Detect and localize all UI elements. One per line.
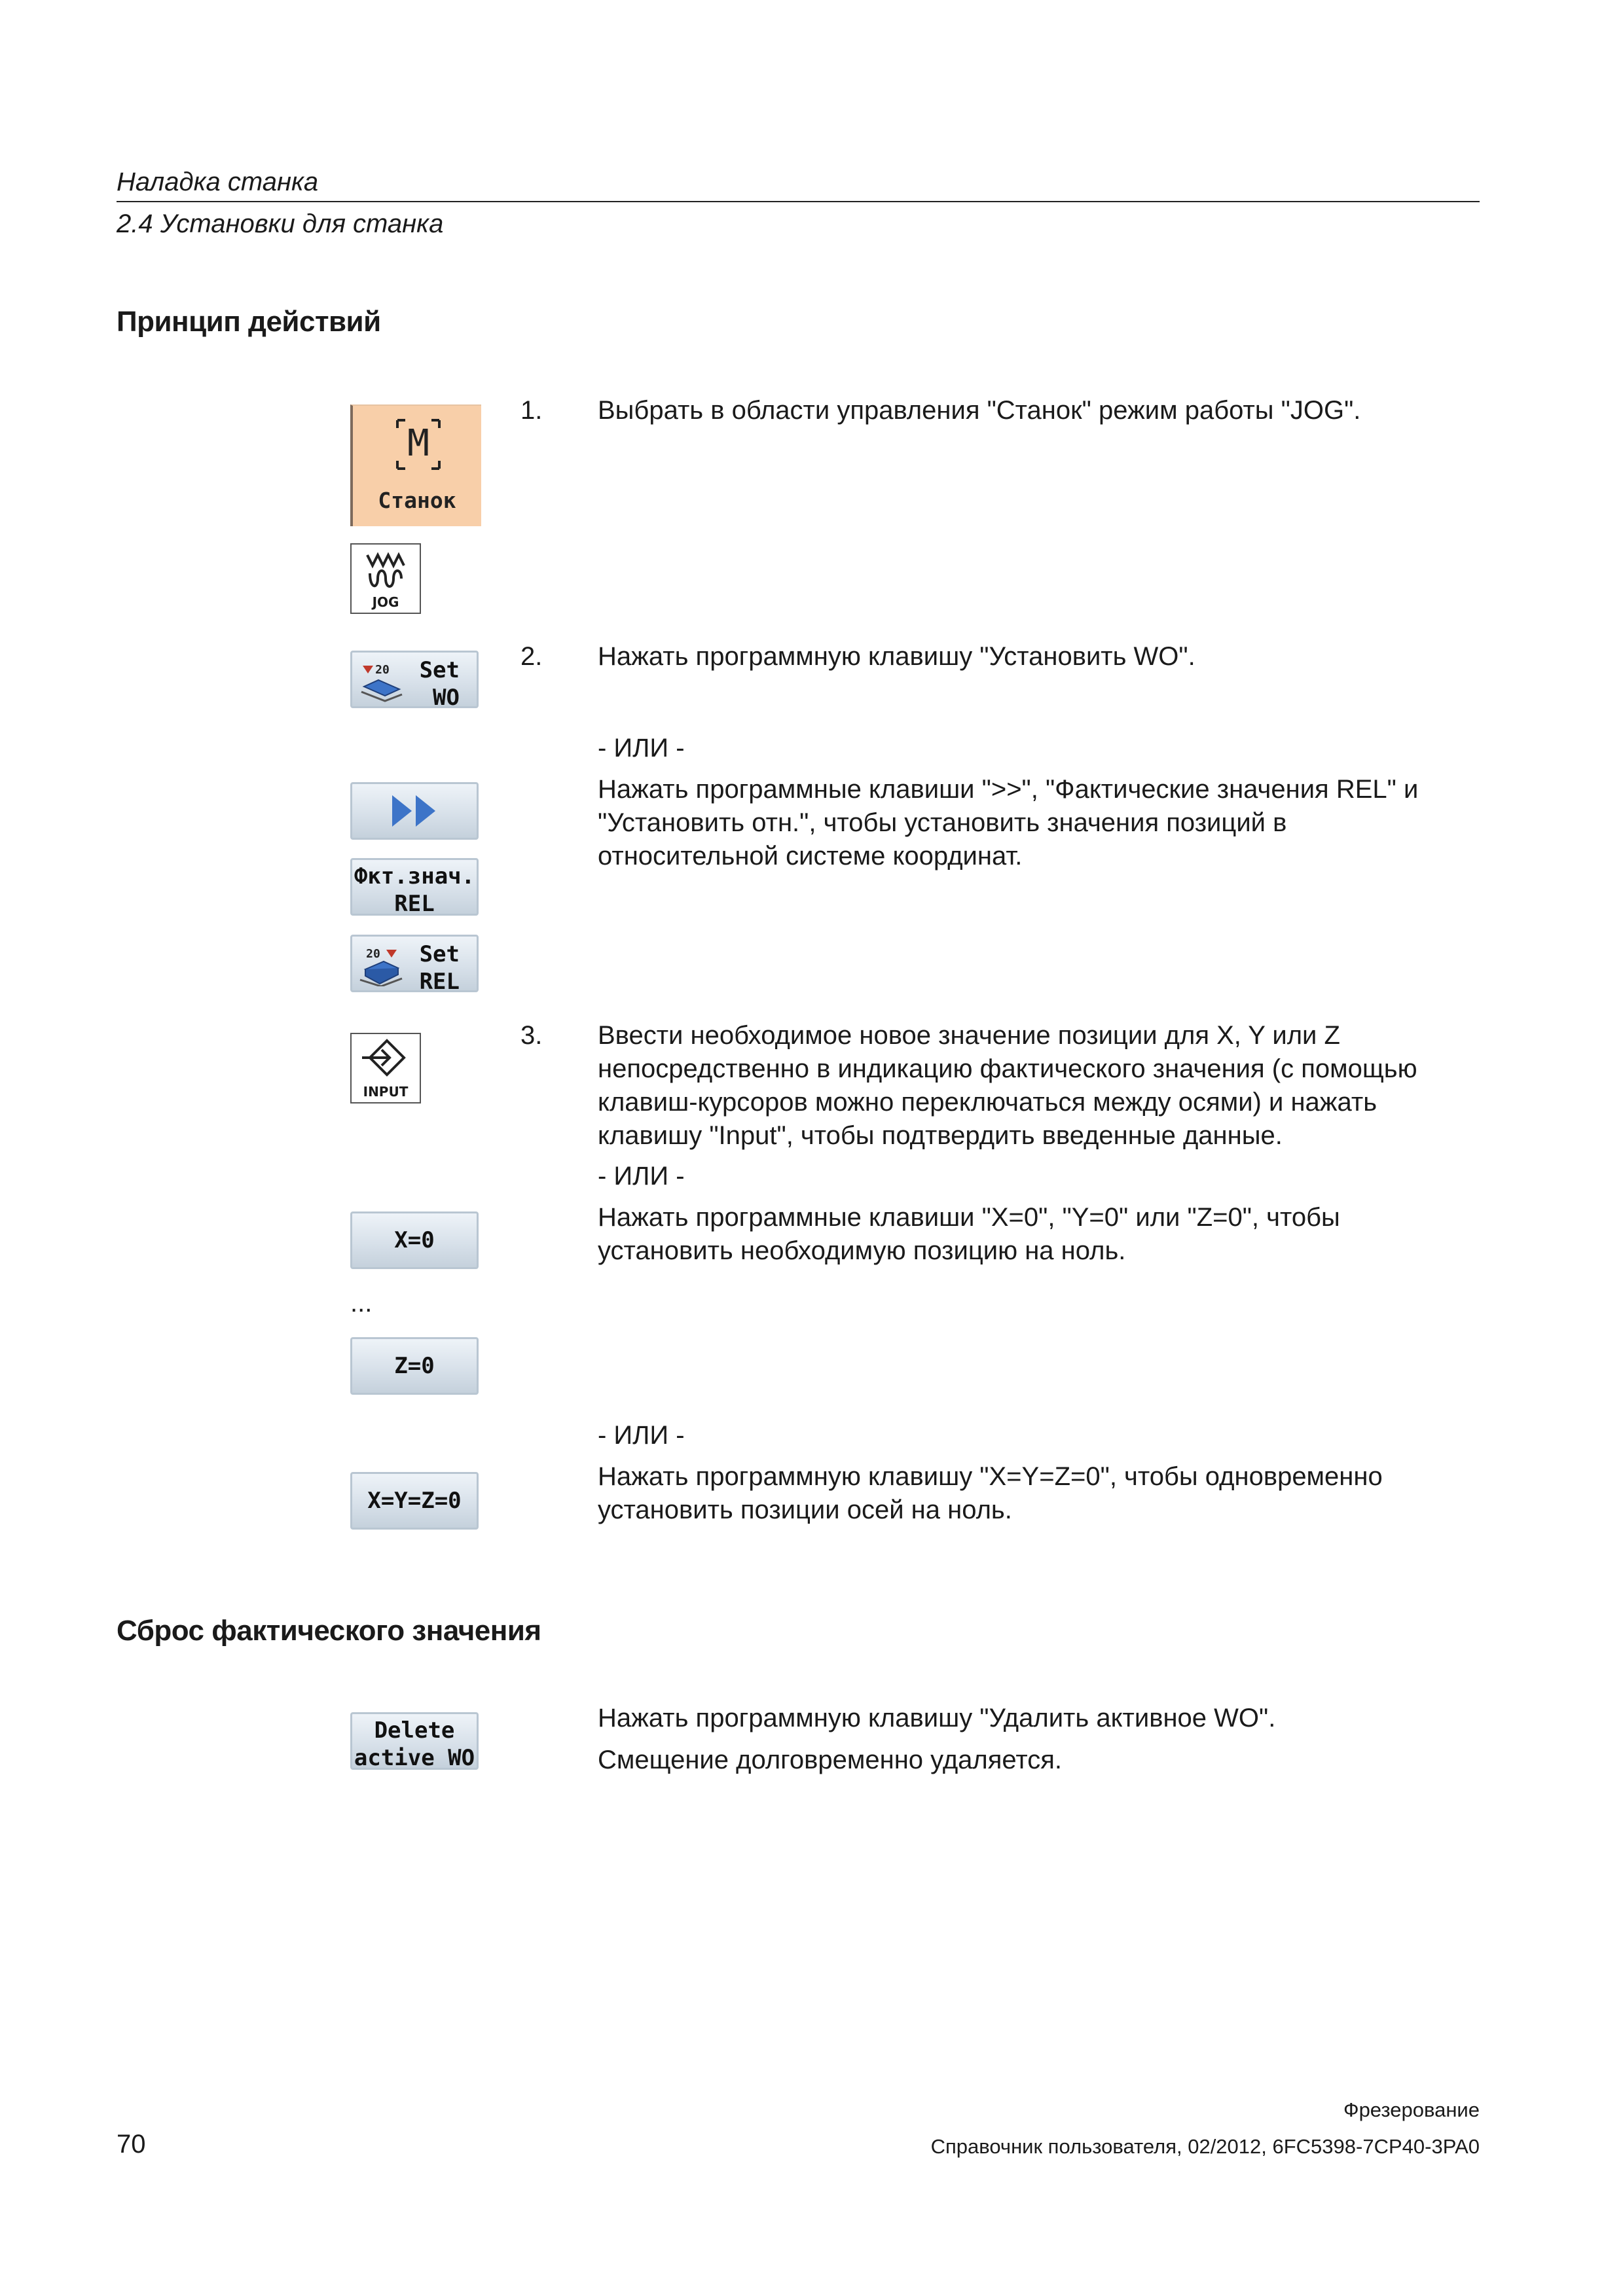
page-number: 70 bbox=[117, 2130, 146, 2159]
or-label-2: - ИЛИ - bbox=[598, 1162, 685, 1191]
or-text-2-line-2: "Установить отн.", чтобы установить значения позиций в bbox=[598, 808, 1287, 837]
step-3-line-3: клавиш-курсоров можно переключаться между осями) и нажать bbox=[598, 1088, 1377, 1117]
or-text-3b-line-2: установить позиции осей на ноль. bbox=[598, 1496, 1012, 1524]
or-label-1: - ИЛИ - bbox=[598, 734, 685, 762]
next-softkey[interactable] bbox=[350, 782, 479, 840]
input-key[interactable] bbox=[350, 1033, 421, 1103]
or-text-3a-line-1: Нажать программные клавиши "X=0", "Y=0" или "Z=0", чтобы bbox=[598, 1203, 1340, 1232]
step-2-number: 2. bbox=[520, 642, 543, 671]
step-3-line-2: непосредственно в индикацию фактического значения (с помощью bbox=[598, 1054, 1417, 1083]
step-1-text: Выбрать в области управления "Станок" режим работы "JOG". bbox=[598, 396, 1361, 425]
machine-m-icon bbox=[392, 415, 445, 474]
jog-key[interactable] bbox=[350, 543, 421, 614]
machine-key-label: Станок bbox=[378, 488, 456, 513]
footer-book: Фрезерование bbox=[1343, 2098, 1480, 2121]
input-arrow-icon bbox=[361, 1038, 413, 1084]
machine-area-key[interactable] bbox=[350, 404, 481, 526]
set-rel-label: Set REL bbox=[419, 941, 460, 995]
footer-manual: Справочник пользователя, 02/2012, 6FC5398-7CP40-3PA0 bbox=[930, 2135, 1480, 2158]
or-text-3a-line-2: установить необходимую позицию на ноль. bbox=[598, 1236, 1126, 1265]
step-3-number: 3. bbox=[520, 1021, 543, 1050]
set-wo-softkey[interactable] bbox=[350, 651, 479, 711]
set-wo-icon-num: 20 bbox=[375, 663, 390, 677]
reset-line-1: Нажать программную клавишу "Удалить активное WO". bbox=[598, 1704, 1276, 1732]
or-label-3: - ИЛИ - bbox=[598, 1421, 685, 1450]
set-wo-icon bbox=[359, 659, 405, 702]
set-rel-icon-num: 20 bbox=[366, 947, 380, 961]
step-3-line-4: клавишу "Input", чтобы подтвердить введенные данные. bbox=[598, 1121, 1283, 1150]
x-zero-softkey[interactable]: X=0 bbox=[350, 1211, 479, 1269]
set-wo-label: Set WO bbox=[419, 657, 460, 711]
input-key-label: INPUT bbox=[363, 1084, 409, 1100]
delete-active-wo-label: Delete active WO bbox=[354, 1717, 475, 1771]
or-text-2-line-1: Нажать программные клавиши ">>", "Фактические значения REL" и bbox=[598, 775, 1419, 804]
section-title: 2.4 Установки для станка bbox=[117, 209, 444, 238]
step-3-line-1: Ввести необходимое новое значение позиции для X, Y или Z bbox=[598, 1021, 1340, 1050]
double-chevron-icon bbox=[388, 791, 441, 831]
step-1-number: 1. bbox=[520, 396, 543, 425]
delete-active-wo-softkey[interactable] bbox=[350, 1712, 479, 1770]
heading-reset-actual-value: Сброс фактического значения bbox=[117, 1615, 541, 1647]
or-text-3b-line-1: Нажать программную клавишу "X=Y=Z=0", чтобы одновременно bbox=[598, 1462, 1383, 1491]
jog-wave-icon bbox=[363, 550, 409, 592]
z-zero-softkey[interactable]: Z=0 bbox=[350, 1337, 479, 1395]
actual-values-rel-label: Фкт.знач. REL bbox=[354, 863, 475, 917]
step-2-text: Нажать программную клавишу "Установить WO". bbox=[598, 642, 1195, 671]
header-rule bbox=[117, 201, 1480, 202]
svg-text:M: M bbox=[407, 422, 429, 465]
chapter-title: Наладка станка bbox=[117, 168, 319, 196]
set-rel-softkey[interactable] bbox=[350, 935, 479, 995]
heading-principle: Принцип действий bbox=[117, 306, 381, 338]
ellipsis: ... bbox=[350, 1289, 373, 1318]
jog-key-label: JOG bbox=[372, 594, 399, 610]
or-text-2-line-3: относительной системе координат. bbox=[598, 842, 1023, 870]
reset-line-2: Смещение долговременно удаляется. bbox=[598, 1746, 1062, 1774]
actual-values-rel-softkey[interactable] bbox=[350, 858, 479, 916]
set-rel-icon bbox=[359, 943, 405, 986]
xyz-zero-softkey[interactable]: X=Y=Z=0 bbox=[350, 1472, 479, 1530]
